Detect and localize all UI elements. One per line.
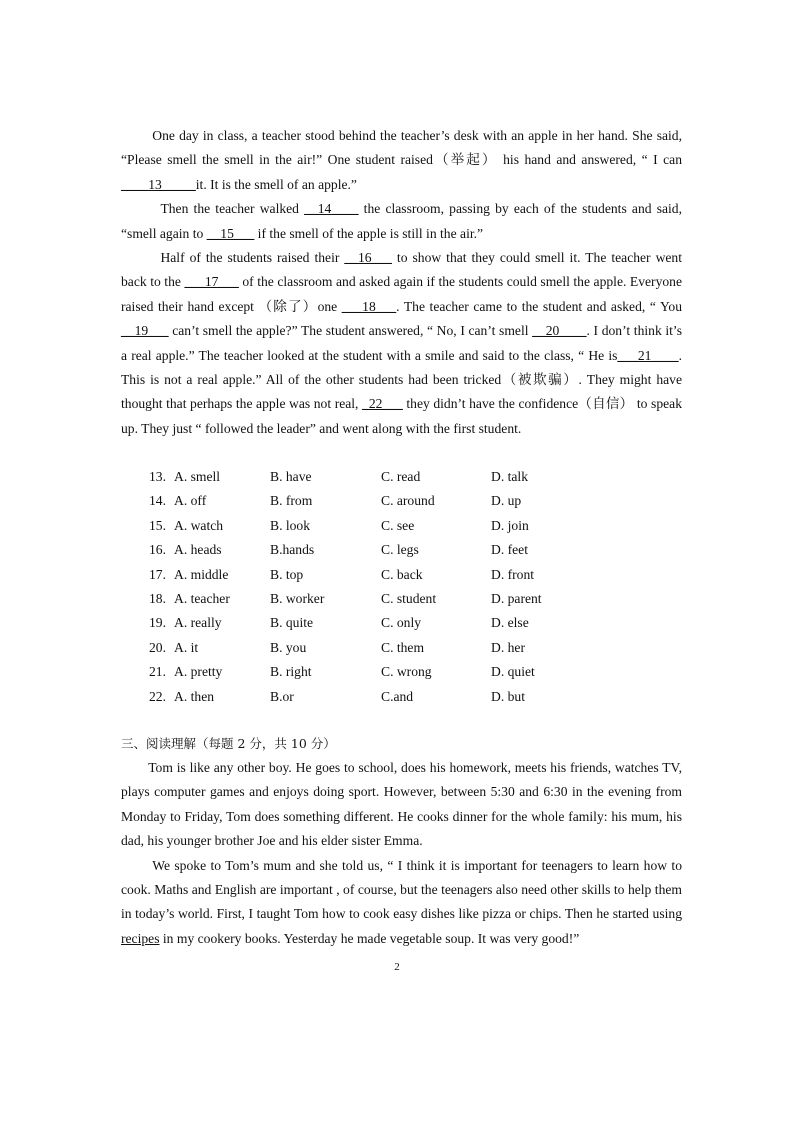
option-d: D. feet [491,542,528,558]
option-row [149,538,569,562]
option-d: D. quiet [491,664,535,680]
option-a: A. watch [174,517,224,533]
text: One day in class, a teacher stood behind the teacher’s desk with an apple in her hand. She said, “Please smell the smell in the air!” One student raised（举起） his hand and answered, “ I can [121,128,682,168]
blank-22: _22___ [362,396,403,412]
text: the classroom, passing by each of the students and said, “smell again to [121,201,682,241]
question-number: 16. [149,542,166,558]
option-a: A. smell [174,469,221,484]
question-number: 15. [149,517,166,533]
text: they didn’t have the confidence（自信） to speak up. They just “ followed the leader” and went along with the first student. [121,396,682,436]
text: . This is not a real apple.” All of the other students had been tricked（被欺骗）. They might have thought that perhaps the apple was not real, [121,347,682,412]
option-a: A. really [174,615,222,631]
option-b: B. look [270,517,311,533]
question-number: 21. [149,664,166,680]
option-d: D. else [491,615,529,631]
cloze-passage [121,124,682,441]
blank-19: __19___ [121,323,169,339]
option-b: B. have [270,469,312,484]
option-a: A. pretty [174,664,223,680]
blank-14: __14____ [304,201,359,217]
option-a: A. it [174,639,199,655]
option-d: D. parent [491,590,542,606]
cloze-paragraph-1 [121,124,682,197]
option-b: B. top [270,566,304,582]
underlined-word-recipes: recipes [121,930,160,946]
option-d: D. up [491,493,522,509]
text: . The teacher came to the student and asked, “ You [396,298,682,314]
option-b: B.or [270,688,294,704]
text: to show that they could smell it. The teacher went back to the [121,250,682,290]
option-row [149,514,569,538]
blank-18: ___18___ [341,298,397,314]
option-a: A. off [174,493,207,509]
option-c: C. student [381,590,437,606]
option-c: C.and [381,688,414,704]
option-row [149,660,569,684]
text: if the smell of the apple is still in the air.” [254,225,484,241]
section-heading: 三、阅读理解（每题 2 分，共 10 分） [121,736,336,751]
option-a: A. heads [174,542,222,558]
text: . I don’t think it’s a real apple.” The teacher looked at the student with a smile and said to the class, “ He is [121,323,682,363]
question-number: 17. [149,566,166,582]
text: Half of the students raised their [160,250,345,266]
question-number: 19. [149,615,166,631]
option-c: C. around [381,493,435,509]
blank-16: __16___ [344,250,392,266]
option-b: B.hands [270,542,315,558]
question-number: 20. [149,639,166,655]
answer-options [149,465,569,709]
option-a: A. teacher [174,590,230,606]
option-b: B. quite [270,615,314,631]
cloze-paragraph-3 [121,246,682,441]
option-d: D. but [491,688,525,704]
text: can’t smell the apple?” The student answered, “ No, I can’t smell [168,323,533,339]
question-number: 22. [149,688,166,704]
option-b: B. from [270,493,313,509]
question-number: 14. [149,493,166,509]
option-row [149,489,569,513]
page-number: 2 [394,961,400,973]
option-d: D. talk [491,469,528,484]
text: in my cookery books. Yesterday he made vegetable soup. It was very good!” [159,930,580,946]
option-row [149,685,569,709]
option-row [149,465,569,489]
option-c: C. only [381,615,422,631]
blank-13: ____13_____ [121,176,196,192]
option-c: C. see [381,517,415,533]
blank-17: ___17___ [184,274,239,290]
option-row [149,636,569,660]
reading-passage [121,756,682,951]
option-b: B. right [270,664,312,680]
reading-paragraph-2 [121,854,682,952]
option-c: C. wrong [381,664,432,680]
text: it. It is the smell of an apple.” [195,176,357,192]
option-d: D. her [491,639,525,655]
option-a: A. middle [174,566,229,582]
option-row [149,587,569,611]
option-a: A. then [174,688,215,704]
blank-20: __20____ [532,323,587,339]
option-c: C. back [381,566,423,582]
option-b: B. worker [270,590,325,606]
question-number: 13. [149,469,166,484]
option-d: D. join [491,517,529,533]
text: of the classroom and asked again if the students could smell the apple. Everyone raised their hand except （除了）one [121,274,682,314]
blank-15: __15___ [206,225,255,241]
option-row [149,611,569,635]
question-number: 18. [149,590,166,606]
text: We spoke to Tom’s mum and she told us, “ I think it is important for teenagers to learn how to cook. Maths and English are important , of course, but the teenagers also need other skills to help them in today’s world. First, I taught Tom how to cook easy dishes like pizza or chips. Then he started using [121,857,682,922]
option-c: C. legs [381,542,419,558]
cloze-paragraph-2 [121,197,682,246]
option-c: C. them [381,639,425,655]
blank-21: ___21____ [617,347,679,363]
option-d: D. front [491,566,535,582]
option-row [149,563,569,587]
text: Then the teacher walked [160,201,305,217]
option-c: C. read [381,469,421,484]
reading-paragraph-1: Tom is like any other boy. He goes to school, does his homework, meets his friends, watches TV, plays computer games and enjoys doing sport. However, between 5:30 and 6:30 in the evening from Monday to Friday, Tom does something different. He cooks dinner for the whole family: his mum, his dad, his younger brother Joe and his elder sister Emma. [121,760,682,849]
option-b: B. you [270,639,307,655]
